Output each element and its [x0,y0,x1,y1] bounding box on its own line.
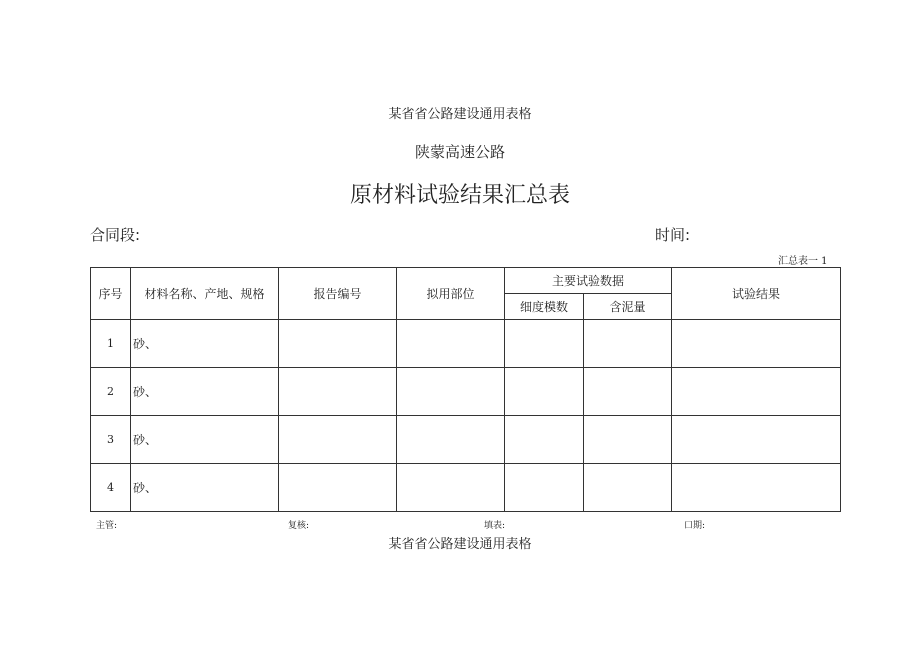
row-location[interactable] [397,416,505,464]
header-result: 试验结果 [672,268,841,320]
filler-label: 填表: [484,521,506,531]
form-org-footer: 某省省公路建设通用表格 [388,537,532,552]
form-org-header: 某省省公路建设通用表格 [388,107,532,122]
contract-section-label: 合同段: [90,226,141,244]
row-material[interactable]: 砂、 [131,368,279,416]
row-mud[interactable] [584,368,672,416]
header-material: 材料名称、产地、规格 [131,268,279,320]
header-report-no: 报告编号 [279,268,397,320]
row-mud[interactable] [584,464,672,512]
header-location: 拟用部位 [397,268,505,320]
row-material[interactable]: 砂、 [131,320,279,368]
row-mud[interactable] [584,416,672,464]
header-fineness: 细度模数 [505,294,584,320]
header-mud: 含泥量 [584,294,672,320]
row-fineness[interactable] [505,416,584,464]
row-report-no[interactable] [279,416,397,464]
page-title: 原材料试验结果汇总表 [349,183,570,208]
table-row [91,464,841,512]
project-name: 陕蒙高速公路 [414,143,505,161]
row-result[interactable] [672,320,841,368]
row-seq: 2 [91,368,131,416]
row-location[interactable] [397,464,505,512]
header-main-data: 主要试验数据 [505,268,672,294]
results-table [90,267,841,512]
table-row [91,368,841,416]
date-label: 口期: [684,521,706,531]
row-material[interactable]: 砂、 [131,416,279,464]
time-label: 时间: [655,226,691,244]
header-seq: 序号 [91,268,131,320]
row-fineness[interactable] [505,320,584,368]
row-fineness[interactable] [505,368,584,416]
row-result[interactable] [672,368,841,416]
row-seq: 4 [91,464,131,512]
supervisor-label: 主管: [96,521,118,531]
row-result[interactable] [672,416,841,464]
reviewer-label: 复核: [288,521,310,531]
table-row [91,320,841,368]
row-seq: 1 [91,320,131,368]
row-seq: 3 [91,416,131,464]
row-location[interactable] [397,320,505,368]
table-row [91,416,841,464]
row-fineness[interactable] [505,464,584,512]
row-mud[interactable] [584,320,672,368]
row-report-no[interactable] [279,320,397,368]
row-location[interactable] [397,368,505,416]
row-material[interactable]: 砂、 [131,464,279,512]
form-number: 汇总表一 1 [778,256,828,267]
row-report-no[interactable] [279,368,397,416]
row-result[interactable] [672,464,841,512]
row-report-no[interactable] [279,464,397,512]
